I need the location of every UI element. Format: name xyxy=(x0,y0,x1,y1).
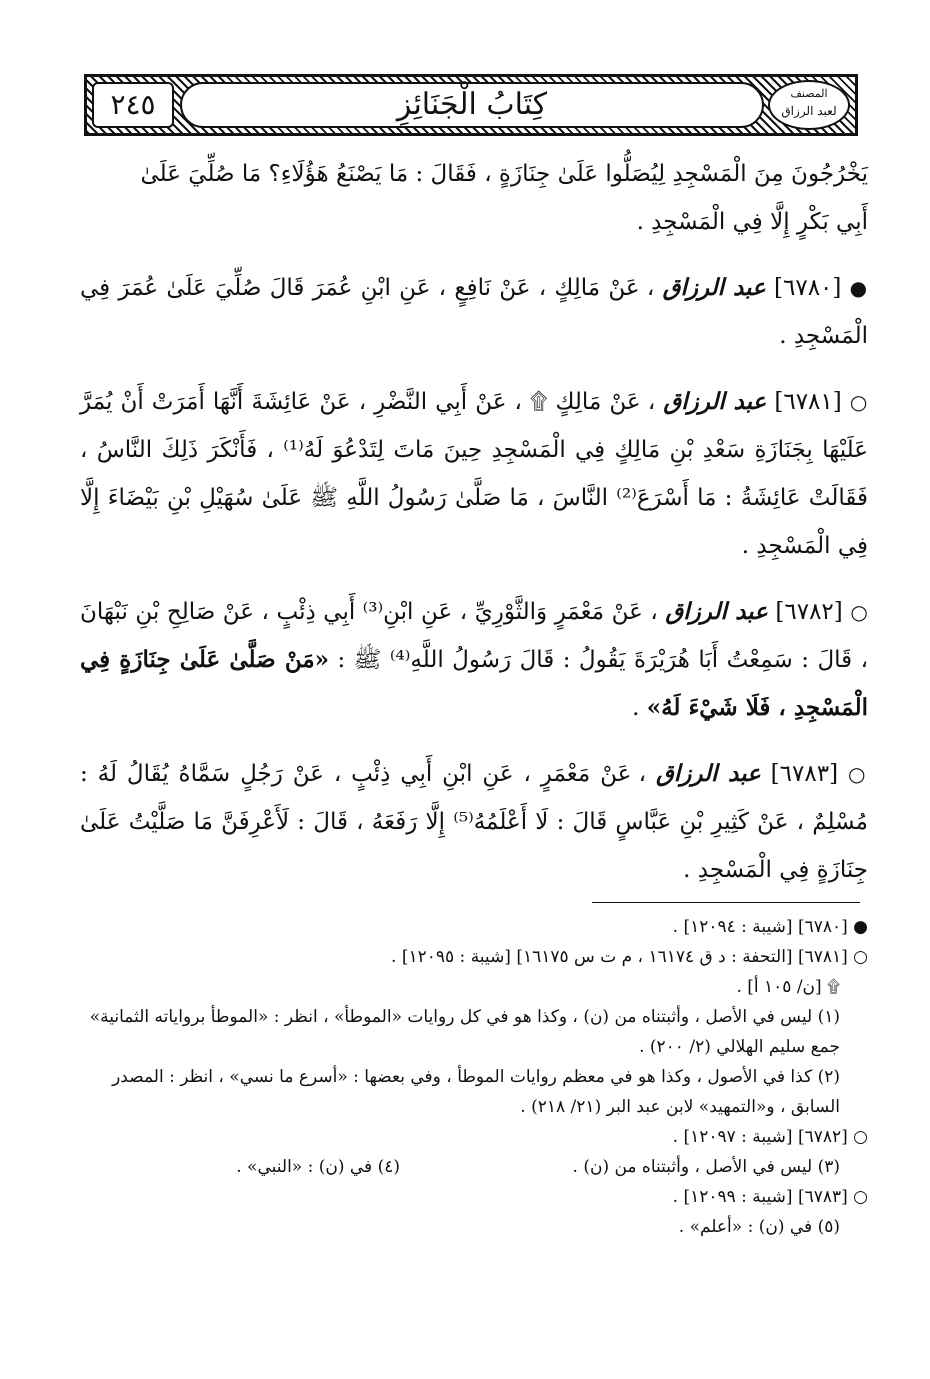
footnote-2-cont: السابق ، و«التمهيد» لابن عبد البر (٢١/ ٢١٨) . xyxy=(520,1097,840,1117)
hadith-end: . xyxy=(632,695,640,721)
hadith-matn-bold: «مَنْ صَلَّىٰ عَلَىٰ جِنَازَةٍ فِي الْمَسْجِدِ ، فَلَا شَيْءَ لَهُ» xyxy=(80,646,868,721)
book-title: كِتَابُ الْجَنَائِزِ xyxy=(396,87,548,122)
hadith-marker: ○ xyxy=(850,600,868,624)
footnote-folio: ۩ [ن/ ١٠٥ أ] . xyxy=(736,977,840,997)
continuation-paragraph xyxy=(80,150,868,246)
continuation-line2: أَبِي بَكْرٍ إِلَّا فِي الْمَسْجِدِ . xyxy=(636,209,868,235)
narrator-name: عبد الرزاق xyxy=(655,760,761,787)
footnote-1: (١) ليس في الأصل ، وأثبتناه من (ن) ، وكذا هو في كل روايات «الموطأ» ، انظر : «الموطأ برواياته الثمانية» xyxy=(89,1007,840,1027)
footnote-ref-6781: ○ [٦٧٨١] [التحفة : د ق ١٦١٧٤ ، م ت س ١٦١٧٥] [شيبة : ١٢٠٩٥] . xyxy=(391,947,868,967)
footnote-ref-6783: ○ [٦٧٨٣] [شيبة : ١٢٠٩٩] . xyxy=(672,1187,868,1207)
footnote-5: (٥) في (ن) : «أعلم» . xyxy=(678,1217,840,1237)
hadith-text: ، عَنْ مَالِكٍ ۩ ، عَنْ أَبِي النَّضْرِ ، عَنْ عَائِشَةَ أَنَّهَا أَمَرَتْ أَنْ يُمَرَّ عَلَيْهَا بِجَنَازَةِ سَعْدِ بْنِ مَالِكٍ فِي الْمَسْجِدِ حِينَ مَاتَ لِتَدْعُوَ لَهُ⁽¹⁾ ، فَأَنْكَرَ ذَلِكَ النَّاسُ ، فَقَالَتْ عَائِشَةُ : مَا أَسْرَعَ⁽²⁾ النَّاسَ ، مَا صَلَّىٰ رَسُولُ اللَّهِ ﷺ عَلَىٰ سُهَيْلِ بْنِ بَيْضَاءَ إِلَّا فِي الْمَسْجِدِ . xyxy=(80,389,869,559)
hadith-marker: ● xyxy=(849,276,869,300)
logo-text-line1: المصنف xyxy=(790,87,828,100)
hadith-6781 xyxy=(80,378,868,570)
footnote-1-cont: جمع سليم الهلالي (٢/ ٢٠٠) . xyxy=(639,1037,840,1057)
hadith-text: ، عَنْ مَعْمَرٍ وَالثَّوْرِيِّ ، عَنِ ابْنِ⁽³⁾ أَبِي ذِئْبٍ ، عَنْ صَالِحِ بْنِ نَبْهَانَ ، قَالَ : سَمِعْتُ أَبَا هُرَيْرَةَ يَقُولُ : قَالَ رَسُولُ اللَّهِ⁽⁴⁾ ﷺ : xyxy=(80,599,869,673)
page-header xyxy=(84,74,858,136)
footnote-4: (٤) في (ن) : «النبي» . xyxy=(236,1157,400,1177)
footnote-row-3-4 xyxy=(80,1152,868,1182)
footnote-ref-6780: ● [٦٧٨٠] [شيبة : ١٢٠٩٤] . xyxy=(672,917,868,937)
hadith-marker: ○ xyxy=(849,390,869,414)
hadith-6782 xyxy=(80,588,868,732)
hadith-6780 xyxy=(80,264,868,360)
hadith-6783 xyxy=(80,750,868,894)
hadith-number: [٦٧٨٠] xyxy=(774,275,842,301)
footnote-ref-6782: ○ [٦٧٨٢] [شيبة : ١٢٠٩٧] . xyxy=(672,1127,868,1147)
hadith-number: [٦٧٨١] xyxy=(774,389,842,415)
footnote-3: (٣) ليس في الأصل ، وأثبتناه من (ن) . xyxy=(572,1157,840,1177)
logo-text-line2: لعبد الرزاق xyxy=(781,104,837,118)
hadith-number: [٦٧٨٢] xyxy=(775,599,843,625)
page-number: ٢٤٥ xyxy=(110,88,156,121)
hadith-text: ، عَنْ مَالِكٍ ، عَنْ نَافِعٍ ، عَنِ ابْنِ عُمَرَ قَالَ صُلِّيَ عَلَىٰ عُمَرَ فِي الْمَسْجِدِ . xyxy=(80,275,868,349)
footnote-divider xyxy=(592,902,860,903)
hadith-marker: ○ xyxy=(847,762,868,786)
footnotes xyxy=(80,912,868,1242)
narrator-name: عبد الرزاق xyxy=(662,274,766,301)
hadith-text: ، عَنْ مَعْمَرٍ ، عَنِ ابْنِ أَبِي ذِئْبٍ ، عَنْ رَجُلٍ سَمَّاهُ يُقَالُ لَهُ : مُسْلِمٌ ، عَنْ كَثِيرِ بْنِ عَبَّاسٍ قَالَ : لَا أَعْلَمُهُ⁽⁵⁾ إِلَّا رَفَعَهُ ، قَالَ : لَأَعْرِفَنَّ مَا صَلَّيْتُ عَلَىٰ جِنَازَةٍ فِي الْمَسْجِدِ . xyxy=(80,761,868,883)
footnote-2: (٢) كذا في الأصول ، وكذا هو في معظم روايات الموطأ ، وفي بعضها : «أسرع ما نسي» ، انظر : المصدر xyxy=(112,1067,840,1087)
narrator-name: عبد الرزاق xyxy=(663,388,767,415)
hadith-number: [٦٧٨٣] xyxy=(770,761,839,787)
continuation-line1: يَخْرُجُونَ مِنَ الْمَسْجِدِ لِيُصَلُّوا عَلَىٰ جِنَازَةٍ ، فَقَالَ : مَا يَصْنَعُ هَؤُلَاءِ؟ مَا صُلِّيَ عَلَىٰ xyxy=(140,161,868,187)
narrator-name: عبد الرزاق xyxy=(665,598,768,625)
main-text xyxy=(80,150,868,912)
